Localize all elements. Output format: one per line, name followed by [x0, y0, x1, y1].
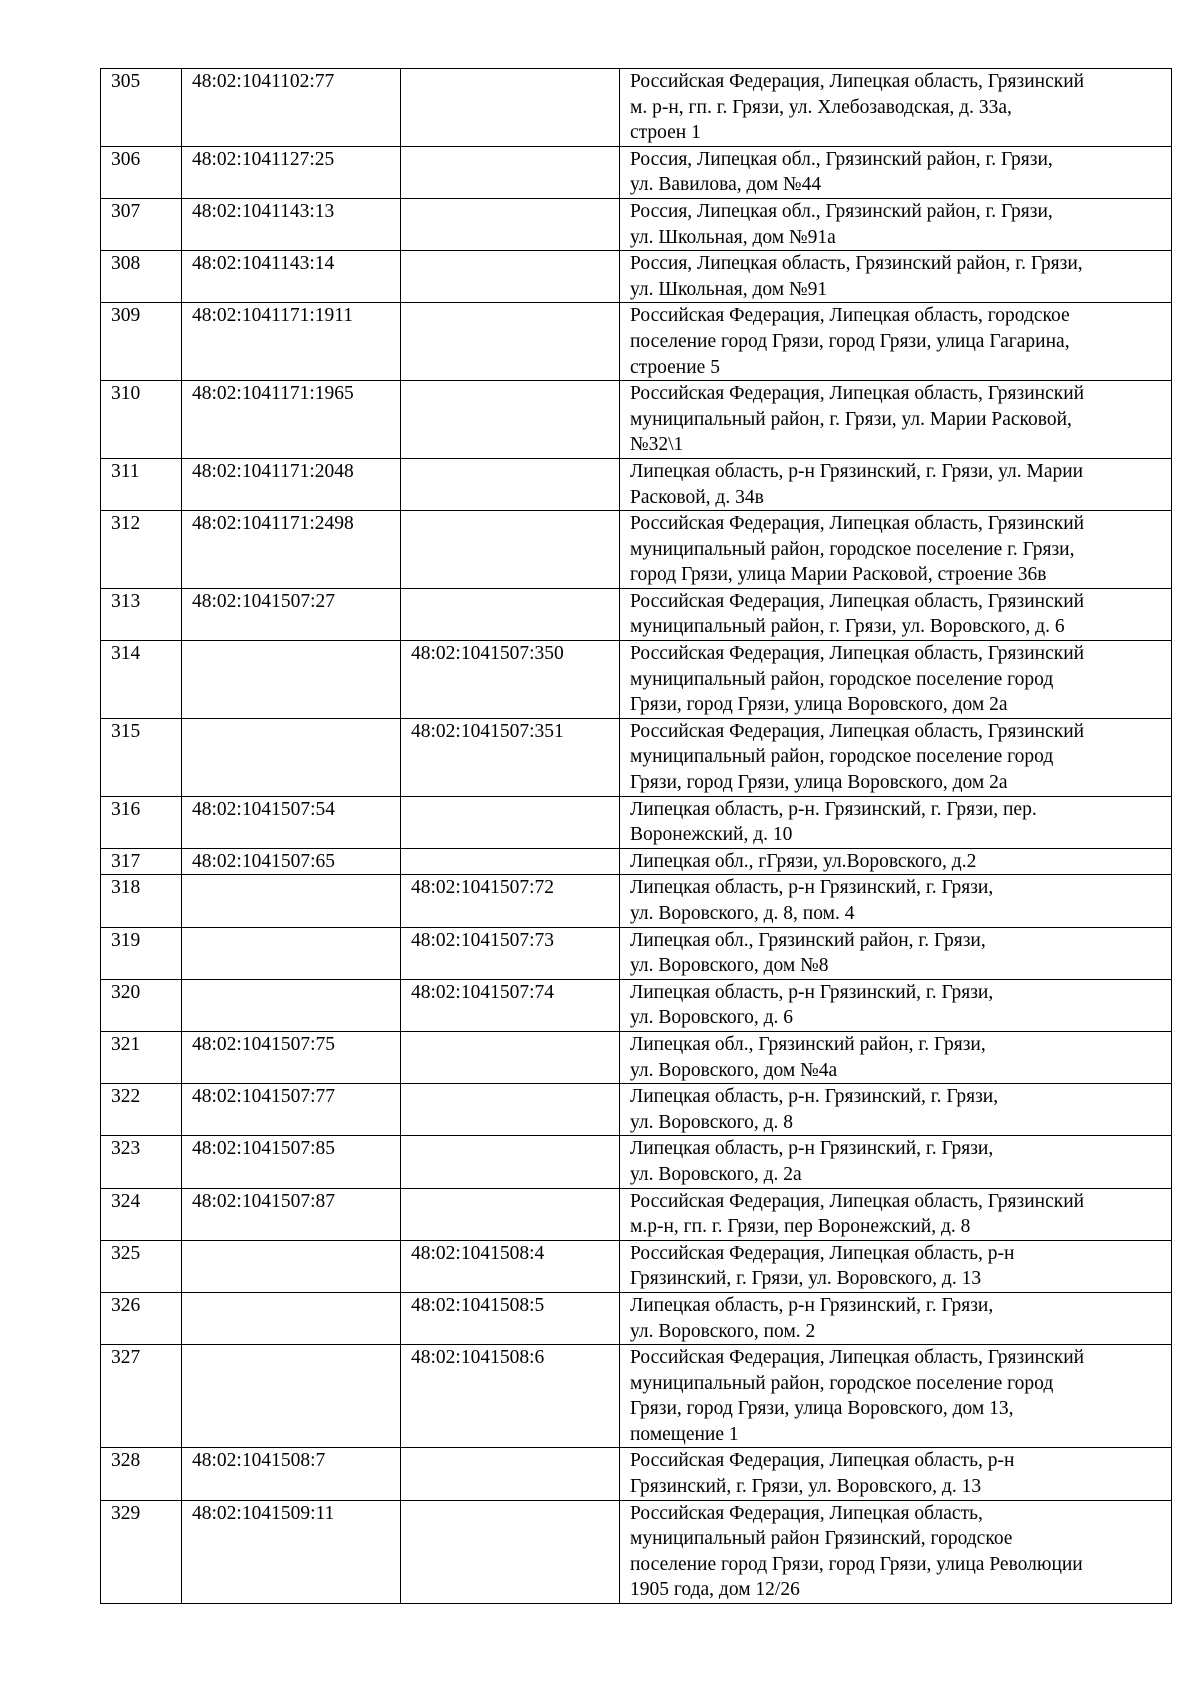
address-cell: Россия, Липецкая область, Грязинский район, г. Грязи, ул. Школьная, дом №91 [620, 251, 1172, 303]
address-cell: Российская Федерация, Липецкая область, городское поселение город Грязи, город Грязи, улица Гагарина, строение 5 [620, 303, 1172, 381]
land-cadastral-number-cell: 48:02:1041171:2048 [182, 458, 401, 510]
address-cell: Россия, Липецкая обл., Грязинский район, г. Грязи, ул. Вавилова, дом №44 [620, 146, 1172, 198]
building-cadastral-number-cell: 48:02:1041508:5 [401, 1292, 620, 1344]
address-cell: Российская Федерация, Липецкая область, Грязинский муниципальный район, городское поселение город Грязи, город Грязи, улица Воровского, дом 13, помещение 1 [620, 1345, 1172, 1448]
land-cadastral-number-cell [182, 875, 401, 927]
land-cadastral-number-cell: 48:02:1041507:77 [182, 1084, 401, 1136]
table-row [101, 251, 1172, 303]
land-cadastral-number-cell [182, 641, 401, 719]
table-row [101, 303, 1172, 381]
address-cell: Липецкая область, р-н. Грязинский, г. Грязи, пер. Воронежский, д. 10 [620, 796, 1172, 848]
address-cell: Липецкая обл., Грязинский район, г. Грязи, ул. Воровского, дом №4а [620, 1031, 1172, 1083]
row-number-cell: 313 [101, 588, 182, 640]
table-row [101, 718, 1172, 796]
row-number-cell: 326 [101, 1292, 182, 1344]
building-cadastral-number-cell [401, 796, 620, 848]
land-cadastral-number-cell: 48:02:1041509:11 [182, 1500, 401, 1603]
row-number-cell: 320 [101, 979, 182, 1031]
table-row [101, 381, 1172, 459]
land-cadastral-number-cell: 48:02:1041171:1965 [182, 381, 401, 459]
table-row [101, 875, 1172, 927]
land-cadastral-number-cell: 48:02:1041507:27 [182, 588, 401, 640]
building-cadastral-number-cell [401, 1136, 620, 1188]
building-cadastral-number-cell [401, 1500, 620, 1603]
row-number-cell: 305 [101, 69, 182, 147]
address-cell: Российская Федерация, Липецкая область, р-н Грязинский, г. Грязи, ул. Воровского, д. 13 [620, 1240, 1172, 1292]
table-row [101, 641, 1172, 719]
building-cadastral-number-cell: 48:02:1041508:4 [401, 1240, 620, 1292]
table-row [101, 511, 1172, 589]
row-number-cell: 319 [101, 927, 182, 979]
address-cell: Российская Федерация, Липецкая область, Грязинский муниципальный район, городское поселение г. Грязи, город Грязи, улица Марии Расковой, строение 36в [620, 511, 1172, 589]
building-cadastral-number-cell: 48:02:1041507:72 [401, 875, 620, 927]
registry-table [100, 68, 1172, 1604]
row-number-cell: 324 [101, 1188, 182, 1240]
table-row [101, 588, 1172, 640]
row-number-cell: 311 [101, 458, 182, 510]
land-cadastral-number-cell: 48:02:1041143:13 [182, 198, 401, 250]
land-cadastral-number-cell [182, 1240, 401, 1292]
land-cadastral-number-cell: 48:02:1041507:54 [182, 796, 401, 848]
table-row [101, 1031, 1172, 1083]
row-number-cell: 323 [101, 1136, 182, 1188]
row-number-cell: 310 [101, 381, 182, 459]
building-cadastral-number-cell [401, 458, 620, 510]
table-row [101, 848, 1172, 875]
address-cell: Липецкая область, р-н. Грязинский, г. Грязи, ул. Воровского, д. 8 [620, 1084, 1172, 1136]
table-row [101, 458, 1172, 510]
land-cadastral-number-cell: 48:02:1041127:25 [182, 146, 401, 198]
building-cadastral-number-cell [401, 1188, 620, 1240]
land-cadastral-number-cell: 48:02:1041171:1911 [182, 303, 401, 381]
row-number-cell: 308 [101, 251, 182, 303]
building-cadastral-number-cell: 48:02:1041507:350 [401, 641, 620, 719]
row-number-cell: 327 [101, 1345, 182, 1448]
row-number-cell: 307 [101, 198, 182, 250]
table-row [101, 198, 1172, 250]
building-cadastral-number-cell [401, 1031, 620, 1083]
registry-table-body [101, 69, 1172, 1604]
row-number-cell: 322 [101, 1084, 182, 1136]
table-row [101, 1136, 1172, 1188]
land-cadastral-number-cell: 48:02:1041507:75 [182, 1031, 401, 1083]
land-cadastral-number-cell [182, 927, 401, 979]
row-number-cell: 309 [101, 303, 182, 381]
building-cadastral-number-cell [401, 1084, 620, 1136]
row-number-cell: 316 [101, 796, 182, 848]
address-cell: Липецкая область, р-н Грязинский, г. Грязи, ул. Воровского, д. 2а [620, 1136, 1172, 1188]
row-number-cell: 329 [101, 1500, 182, 1603]
address-cell: Липецкая область, р-н Грязинский, г. Грязи, ул. Воровского, пом. 2 [620, 1292, 1172, 1344]
land-cadastral-number-cell: 48:02:1041507:85 [182, 1136, 401, 1188]
address-cell: Российская Федерация, Липецкая область, Грязинский муниципальный район, городское поселение город Грязи, город Грязи, улица Воровского, дом 2а [620, 718, 1172, 796]
land-cadastral-number-cell: 48:02:1041507:65 [182, 848, 401, 875]
address-cell: Липецкая область, р-н Грязинский, г. Грязи, ул. Марии Расковой, д. 34в [620, 458, 1172, 510]
land-cadastral-number-cell: 48:02:1041171:2498 [182, 511, 401, 589]
address-cell: Российская Федерация, Липецкая область, Грязинский м.р-н, гп. г. Грязи, пер Воронежский, д. 8 [620, 1188, 1172, 1240]
land-cadastral-number-cell: 48:02:1041507:87 [182, 1188, 401, 1240]
building-cadastral-number-cell [401, 251, 620, 303]
row-number-cell: 328 [101, 1448, 182, 1500]
building-cadastral-number-cell [401, 848, 620, 875]
building-cadastral-number-cell [401, 303, 620, 381]
building-cadastral-number-cell: 48:02:1041507:73 [401, 927, 620, 979]
building-cadastral-number-cell [401, 69, 620, 147]
address-cell: Липецкая область, р-н Грязинский, г. Грязи, ул. Воровского, д. 8, пом. 4 [620, 875, 1172, 927]
address-cell: Российская Федерация, Липецкая область, Грязинский муниципальный район, г. Грязи, ул. Марии Расковой, №32\1 [620, 381, 1172, 459]
building-cadastral-number-cell [401, 1448, 620, 1500]
table-row [101, 1084, 1172, 1136]
table-row [101, 796, 1172, 848]
building-cadastral-number-cell: 48:02:1041508:6 [401, 1345, 620, 1448]
table-row [101, 979, 1172, 1031]
land-cadastral-number-cell: 48:02:1041102:77 [182, 69, 401, 147]
table-row [101, 1345, 1172, 1448]
table-row [101, 1240, 1172, 1292]
building-cadastral-number-cell [401, 511, 620, 589]
land-cadastral-number-cell [182, 1345, 401, 1448]
building-cadastral-number-cell [401, 146, 620, 198]
address-cell: Российская Федерация, Липецкая область, муниципальный район Грязинский, городское поселение город Грязи, город Грязи, улица Революции 1905 года, дом 12/26 [620, 1500, 1172, 1603]
table-row [101, 1292, 1172, 1344]
table-row [101, 1500, 1172, 1603]
building-cadastral-number-cell: 48:02:1041507:351 [401, 718, 620, 796]
address-cell: Липецкая обл., Грязинский район, г. Грязи, ул. Воровского, дом №8 [620, 927, 1172, 979]
land-cadastral-number-cell [182, 718, 401, 796]
row-number-cell: 312 [101, 511, 182, 589]
land-cadastral-number-cell [182, 1292, 401, 1344]
building-cadastral-number-cell [401, 381, 620, 459]
table-row [101, 927, 1172, 979]
address-cell: Российская Федерация, Липецкая область, Грязинский муниципальный район, г. Грязи, ул. Воровского, д. 6 [620, 588, 1172, 640]
table-row [101, 146, 1172, 198]
address-cell: Российская Федерация, Липецкая область, Грязинский м. р-н, гп. г. Грязи, ул. Хлебозаводская, д. 33а, строен 1 [620, 69, 1172, 147]
land-cadastral-number-cell: 48:02:1041143:14 [182, 251, 401, 303]
land-cadastral-number-cell [182, 979, 401, 1031]
address-cell: Липецкая область, р-н Грязинский, г. Грязи, ул. Воровского, д. 6 [620, 979, 1172, 1031]
row-number-cell: 325 [101, 1240, 182, 1292]
row-number-cell: 314 [101, 641, 182, 719]
row-number-cell: 306 [101, 146, 182, 198]
address-cell: Российская Федерация, Липецкая область, Грязинский муниципальный район, городское поселение город Грязи, город Грязи, улица Воровского, дом 2а [620, 641, 1172, 719]
table-row [101, 1188, 1172, 1240]
building-cadastral-number-cell: 48:02:1041507:74 [401, 979, 620, 1031]
address-cell: Липецкая обл., гГрязи, ул.Воровского, д.2 [620, 848, 1172, 875]
address-cell: Российская Федерация, Липецкая область, р-н Грязинский, г. Грязи, ул. Воровского, д. 13 [620, 1448, 1172, 1500]
table-row [101, 1448, 1172, 1500]
building-cadastral-number-cell [401, 588, 620, 640]
row-number-cell: 321 [101, 1031, 182, 1083]
row-number-cell: 315 [101, 718, 182, 796]
building-cadastral-number-cell [401, 198, 620, 250]
row-number-cell: 317 [101, 848, 182, 875]
address-cell: Россия, Липецкая обл., Грязинский район, г. Грязи, ул. Школьная, дом №91а [620, 198, 1172, 250]
land-cadastral-number-cell: 48:02:1041508:7 [182, 1448, 401, 1500]
table-row [101, 69, 1172, 147]
row-number-cell: 318 [101, 875, 182, 927]
